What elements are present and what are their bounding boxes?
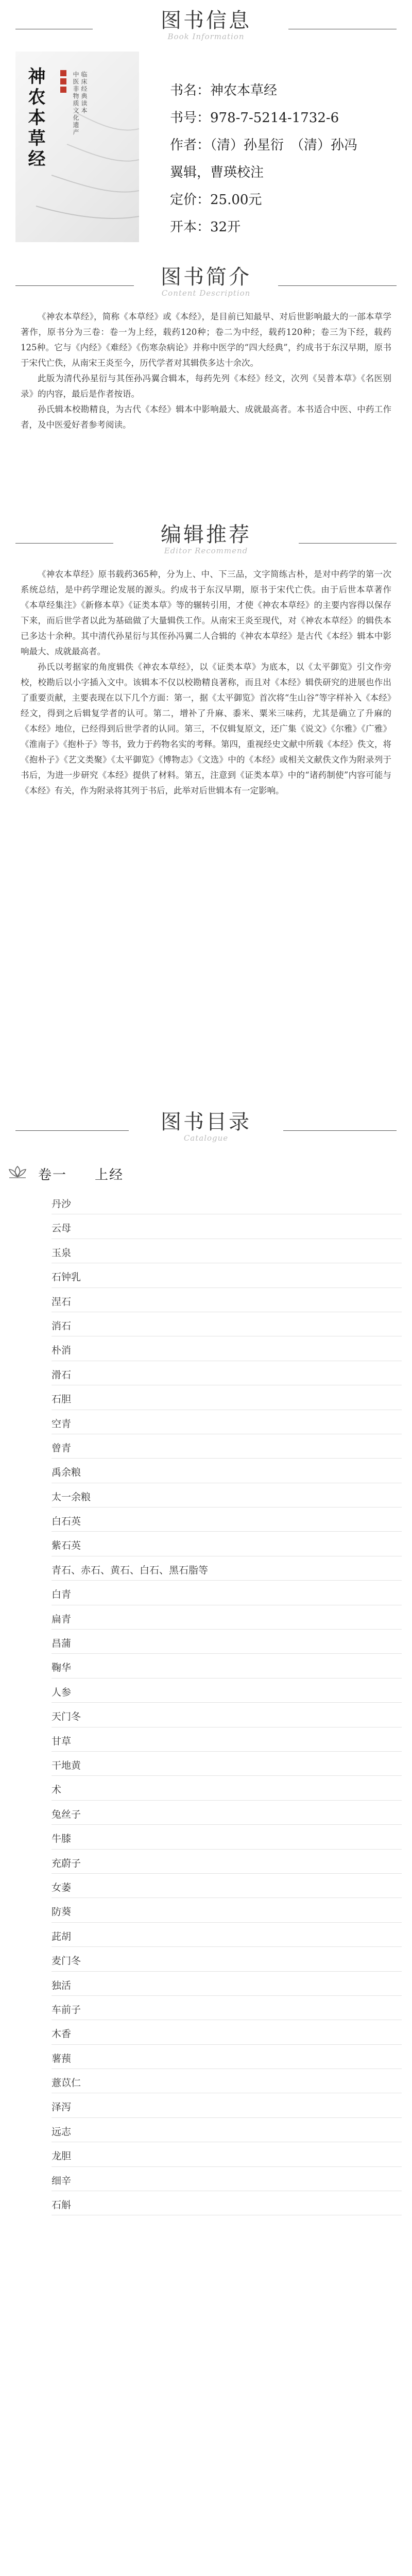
catalogue-entry[interactable]: [52, 1214, 402, 1239]
catalogue-list: [52, 1190, 402, 2215]
entry-name: 车前子: [52, 2002, 81, 2016]
entry-name: 涅石: [52, 1294, 71, 1308]
catalogue-entry[interactable]: [52, 1996, 402, 2020]
volume-name: 上经: [95, 1164, 124, 1183]
lotus-icon: [7, 1165, 28, 1179]
section-title: 编辑推荐: [0, 522, 412, 547]
entry-name: 朴消: [52, 1343, 71, 1357]
catalogue-entry[interactable]: [52, 2118, 402, 2142]
entry-name: 消石: [52, 1318, 71, 1332]
entry-name: 空青: [52, 1416, 71, 1430]
entry-name: 干地黄: [52, 1758, 81, 1772]
catalogue-entry[interactable]: [52, 1532, 402, 1556]
catalogue-entry[interactable]: [52, 1727, 402, 1752]
entry-name: 太一余粮: [52, 1489, 91, 1503]
catalogue-entry[interactable]: [52, 2093, 402, 2117]
volume-heading: [7, 1162, 409, 1183]
entry-name: 女萎: [52, 1880, 71, 1894]
catalogue-entry[interactable]: [52, 1190, 402, 1214]
entry-name: 薏苡仁: [52, 2075, 81, 2089]
catalogue-entry[interactable]: [52, 2045, 402, 2069]
info-author: 作者：（清）孙星衍 （清）孙冯: [170, 132, 397, 159]
catalogue-entry[interactable]: [52, 1459, 402, 1483]
catalogue-entry[interactable]: [52, 1654, 402, 1678]
entry-name: 青石、赤石、黄石、白石、黑石脂等: [52, 1563, 208, 1577]
catalogue-entry[interactable]: [52, 2191, 402, 2215]
entry-name: 丹沙: [52, 1196, 71, 1210]
entry-name: 木香: [52, 2026, 71, 2040]
catalogue-entry[interactable]: [52, 1288, 402, 1312]
entry-name: 麦门冬: [52, 1953, 81, 1967]
info-price: 定价：25.00元: [170, 187, 397, 214]
catalogue-entry[interactable]: [52, 1239, 402, 1263]
recommend-text: [21, 567, 391, 799]
recommend-paragraph: 孙氏以考据家的角度辑佚《神农本草经》，以《证类本草》为底本，以《太平御览》引文作旁校，校勘后以小字插入文中。该辑本不仅以校勘精良著称，而且对《本经》辑佚研究的进展也作出了重要贡献，主要表现在以下几个方面：第一，据《太平御览》首次将“生山谷”等字样补入《本经》经文，得到之后辑复学者的认可。第二，增补了升麻、黍米、粟米三味药，尤其是确立了升麻的《本经》地位，已经得到后世学者的认同。第三，不仅辑复原文，还广集《说文》《尔雅》《广雅》《淮南子》《抱朴子》等书，致力于药物名实的考释。第四，重视经史文献中所载《本经》佚文，将《抱朴子》《艺文类聚》《太平御览》《博物志》《文选》中的《本经》或相关文献佚文作为附录列于书后，为进一步研究《本经》提供了材料。第五，注意到《证类本草》中的“诸药制使”内容可能与《本经》有关，作为附录将其列于书后，此举对后世辑本有一定影响。: [21, 659, 391, 799]
section-title: 图书目录: [0, 1110, 412, 1134]
entry-name: 防葵: [52, 1904, 71, 1918]
catalogue-entry[interactable]: [52, 2069, 402, 2093]
entry-name: 茈胡: [52, 1929, 71, 1943]
catalogue-entry[interactable]: [52, 1410, 402, 1434]
catalogue-entry[interactable]: [52, 1850, 402, 1874]
catalogue-entry[interactable]: [52, 1312, 402, 1336]
info-author-cont: 翼辑，曹瑛校注: [170, 159, 397, 187]
section-header-intro: [0, 263, 412, 304]
catalogue-entry[interactable]: [52, 1923, 402, 1947]
info-format: 开本：32开: [170, 214, 397, 241]
entry-name: 白石英: [52, 1514, 81, 1528]
section-subtitle: Content Description: [0, 289, 412, 298]
entry-name: 人参: [52, 1685, 71, 1699]
catalogue-entry[interactable]: [52, 1898, 402, 1922]
entry-name: 白青: [52, 1587, 71, 1601]
entry-name: 甘草: [52, 1734, 71, 1748]
catalogue-entry[interactable]: [52, 2167, 402, 2191]
catalogue-entry[interactable]: [52, 1947, 402, 1971]
catalogue-entry[interactable]: [52, 1336, 402, 1361]
catalogue-entry[interactable]: [52, 1703, 402, 1727]
cover-red-marks: [59, 70, 68, 173]
entry-name: 远志: [52, 2124, 71, 2138]
section-header-recommend: [0, 520, 412, 562]
info-isbn: 书号：978-7-5214-1732-6: [170, 105, 397, 132]
catalogue-entry[interactable]: [52, 1972, 402, 1996]
section-subtitle: Book Information: [0, 32, 412, 41]
book-cover-image: [15, 52, 139, 242]
section-header-catalogue: [0, 1108, 412, 1149]
catalogue-entry[interactable]: [52, 1752, 402, 1776]
catalogue-entry[interactable]: [52, 2020, 402, 2044]
catalogue-entry[interactable]: [52, 1556, 402, 1581]
section-title: 图书信息: [0, 8, 412, 33]
entry-name: 龙胆: [52, 2148, 71, 2162]
entry-name: 云母: [52, 1221, 71, 1234]
catalogue-entry[interactable]: [52, 1776, 402, 1800]
entry-name: 曾青: [52, 1440, 71, 1454]
entry-name: 泽泻: [52, 2099, 71, 2113]
entry-name: 滑石: [52, 1367, 71, 1381]
entry-name: 细辛: [52, 2173, 71, 2187]
book-info-list: [170, 77, 397, 241]
intro-paragraph: 《神农本草经》，简称《本草经》或《本经》，是目前已知最早、对后世影响最大的一部本草学著作，原书分为三卷：卷一为上经，载药120种；卷二为中经，载药120种；卷三为下经，载药125种。它与《内经》《难经》《伤寒杂病论》并称中医学的“四大经典”，约成书于东汉早期，原书于宋代亡佚，从南宋王炎至今，历代学者对其辑佚多达十余次。: [21, 309, 391, 371]
entry-name: 玉泉: [52, 1245, 71, 1259]
catalogue-entry[interactable]: [52, 1630, 402, 1654]
catalogue-entry[interactable]: [52, 1263, 402, 1287]
entry-name: 昌蒲: [52, 1636, 71, 1650]
catalogue-entry[interactable]: [52, 1385, 402, 1410]
entry-name: 紫石英: [52, 1538, 81, 1552]
cover-title: 神农本草经: [25, 67, 45, 170]
cover-series-line1: 中医非物质文化遗产: [72, 71, 79, 136]
volume-label: 卷一: [38, 1164, 67, 1183]
entry-name: 扁青: [52, 1612, 71, 1625]
catalogue-entry[interactable]: [52, 1874, 402, 1898]
catalogue-entry[interactable]: [52, 1507, 402, 1532]
info-title: 书名：神农本草经: [170, 77, 397, 105]
catalogue-entry[interactable]: [52, 1483, 402, 1507]
section-subtitle: Catalogue: [0, 1133, 412, 1143]
entry-name: 牛膝: [52, 1831, 71, 1845]
cover-series-line2: 临床经典读本: [80, 71, 88, 114]
intro-paragraph: 此版为清代孙星衍与其侄孙冯翼合辑本，每药先列《本经》经文，次列《吴普本草》《名医别录》的内容，最后是作者按语。: [21, 371, 391, 402]
entry-name: 鞠华: [52, 1660, 71, 1674]
entry-name: 独活: [52, 1978, 71, 1992]
entry-name: 石钟乳: [52, 1269, 81, 1283]
catalogue-entry[interactable]: [52, 2142, 402, 2166]
entry-page-number: [0, 2197, 396, 2576]
intro-text: [21, 309, 391, 433]
entry-name: 天门冬: [52, 1709, 81, 1723]
recommend-paragraph: 《神农本草经》原书载药365种，分为上、中、下三品，文字简练古朴，是对中药学的第一次系统总结，是中药学理论发展的源头。约成书于东汉早期，原书于宋代亡佚。由于后世本草著作《本草经集注》《新修本草》《证类本草》等的辗转引用，才使《神农本草经》的主要内容得以保存下来，而后世学者以此为基础做了大量辑佚工作。从南宋王炎至现代，对《神农本草经》的辑佚本已多达十余种。其中清代孙星衍与其侄孙冯翼二人合辑的《神农本草经》是古代《本经》辑本中影响最大、成就最高者。: [21, 567, 391, 659]
catalogue-entry[interactable]: [52, 1679, 402, 1703]
entry-name: 禹余粮: [52, 1465, 81, 1479]
entry-name: 充蔚子: [52, 1856, 81, 1870]
catalogue-entry[interactable]: [52, 1801, 402, 1825]
entry-name: 术: [52, 1782, 61, 1796]
section-header-book-info: [0, 6, 412, 47]
intro-paragraph: 孙氏辑本校勘精良，为古代《本经》辑本中影响最大、成就最高者。本书适合中医、中药工作者，及中医爱好者参考阅读。: [21, 402, 391, 433]
catalogue-entry[interactable]: [52, 1605, 402, 1630]
section-subtitle: Editor Recommend: [0, 546, 412, 555]
entry-name: 石胆: [52, 1392, 71, 1405]
catalogue-entry[interactable]: [52, 1434, 402, 1459]
section-title: 图书简介: [0, 265, 412, 290]
entry-name: 薯蓣: [52, 2051, 71, 2065]
entry-name: 石斛: [52, 2197, 71, 2211]
catalogue-entry[interactable]: [52, 1361, 402, 1385]
catalogue-entry[interactable]: [52, 1825, 402, 1849]
entry-name: 兔丝子: [52, 1807, 81, 1821]
catalogue-entry[interactable]: [52, 1581, 402, 1605]
